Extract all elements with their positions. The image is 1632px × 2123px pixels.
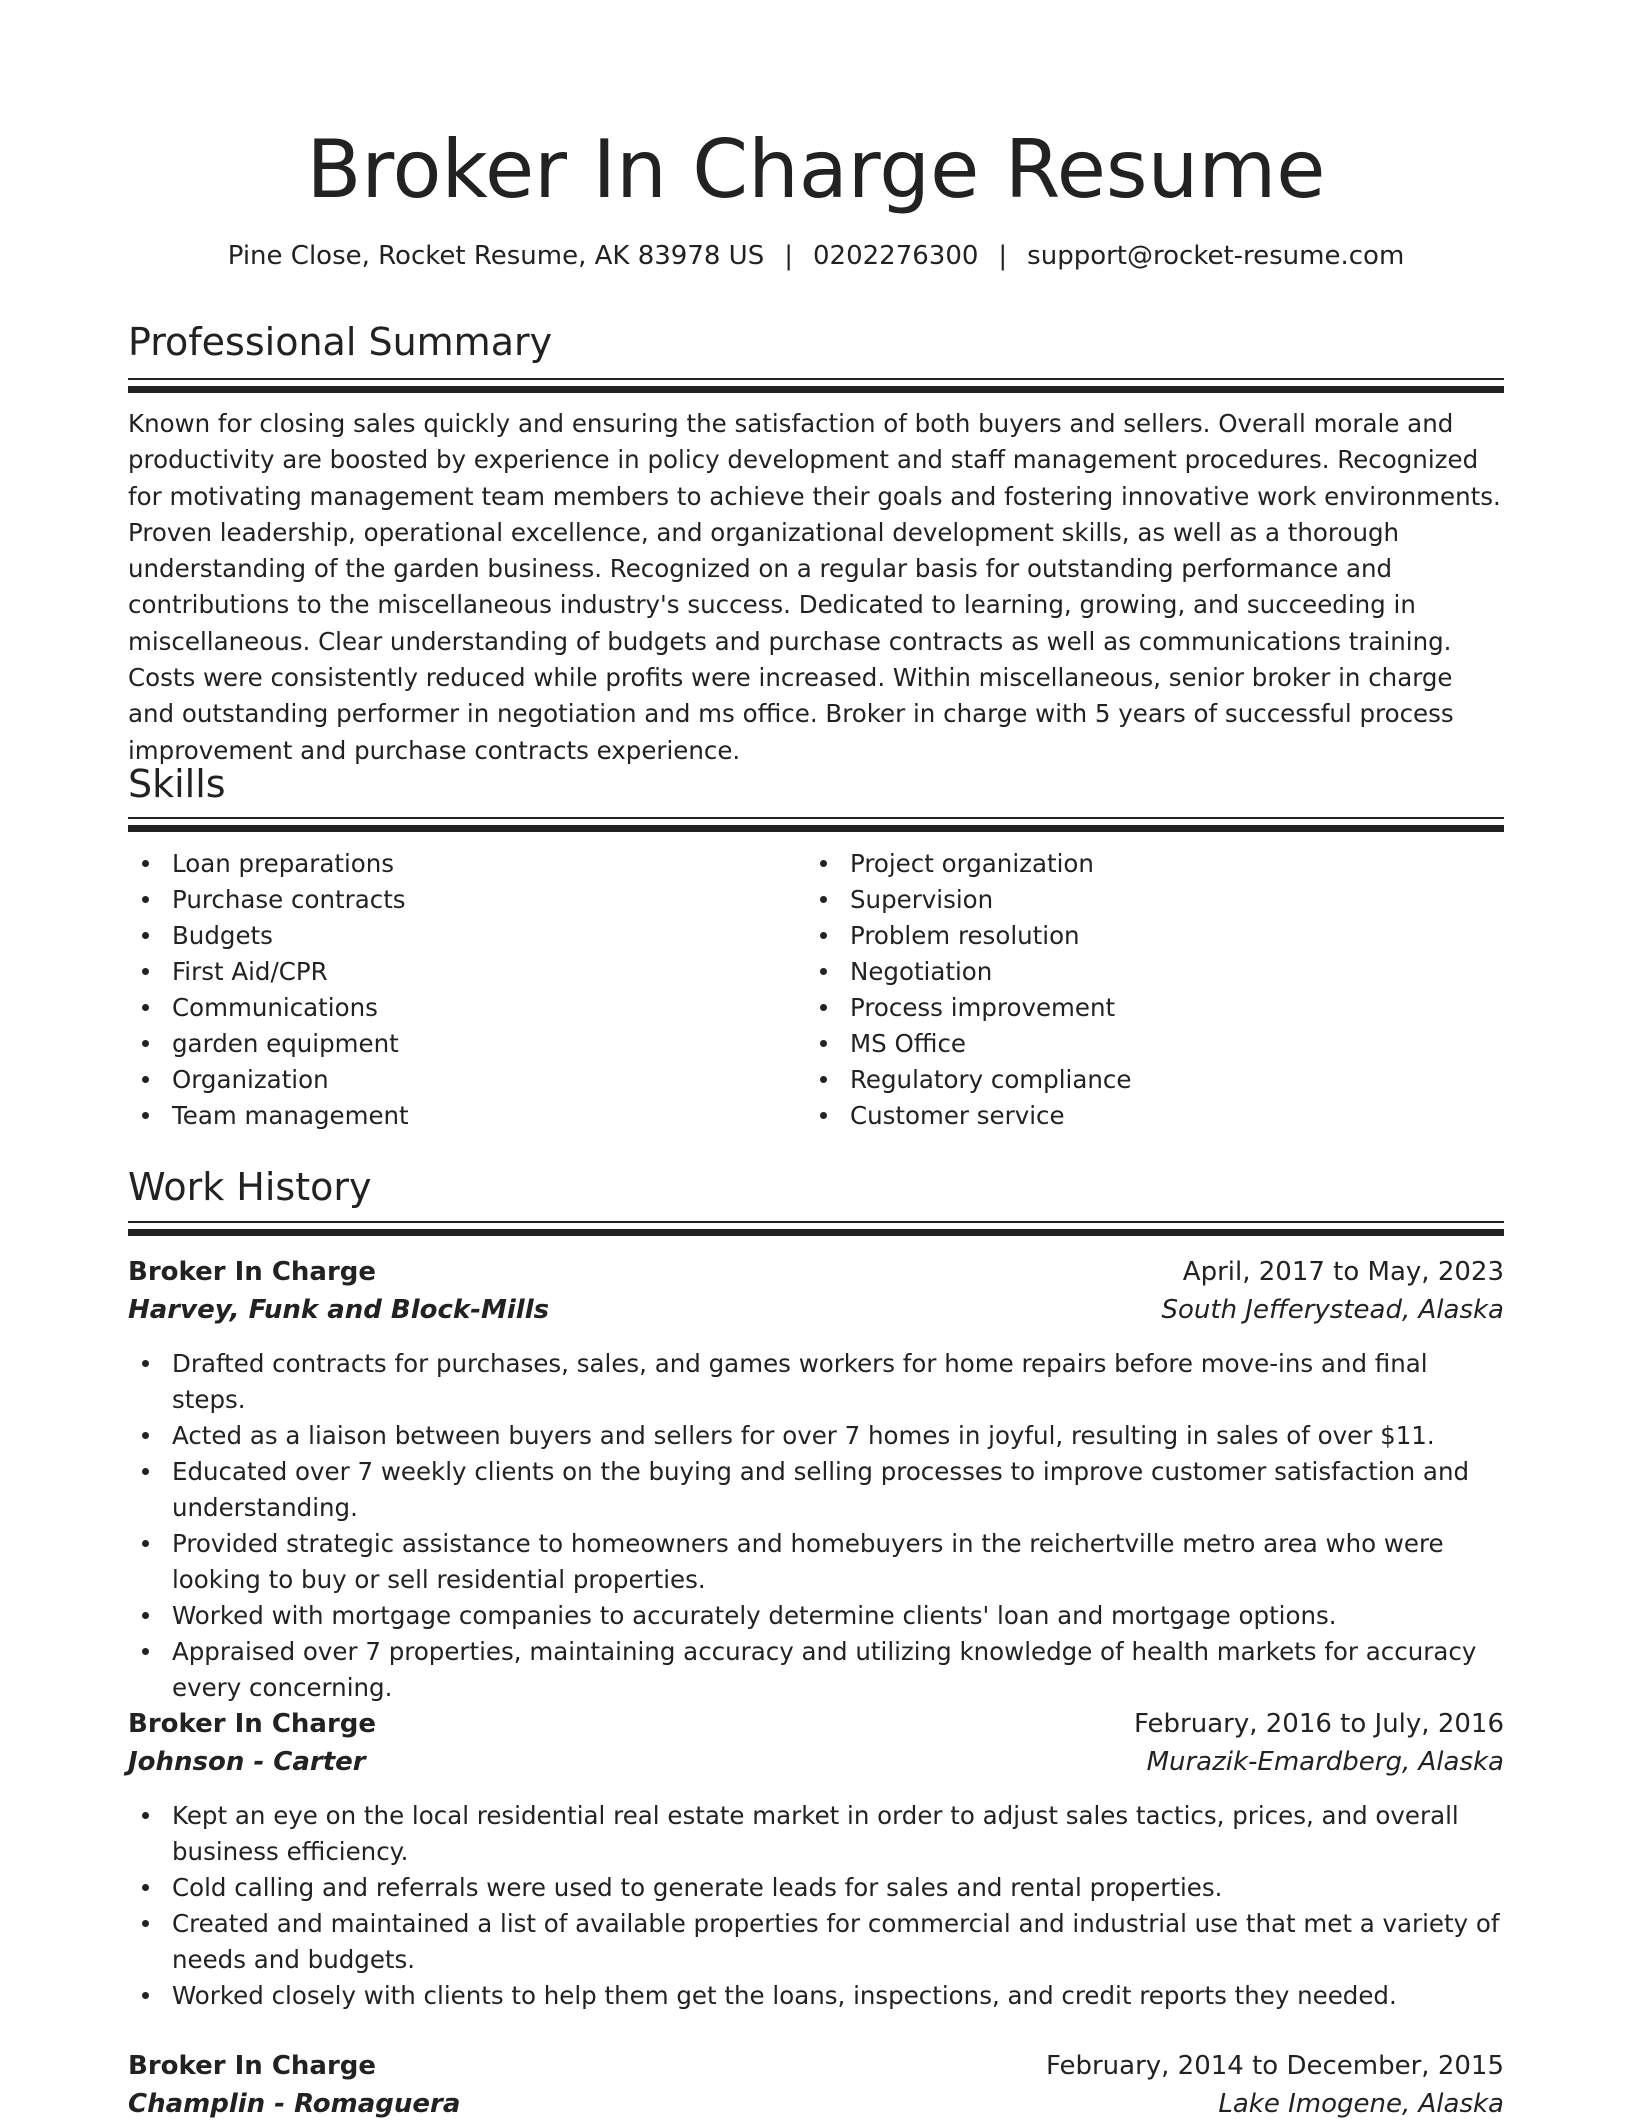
section-divider: [128, 817, 1504, 832]
duty-item: Created and maintained a list of available properties for commercial and industrial use that met a variety of needs and budgets.: [128, 1906, 1504, 1978]
skills-column-right: [806, 846, 1484, 1134]
duty-item: Appraised over 7 properties, maintaining accuracy and utilizing knowledge of health markets for accuracy every concerning.: [128, 1634, 1504, 1706]
duty-item: Kept an eye on the local residential real estate market in order to adjust sales tactics, prices, and overall business efficiency.: [128, 1798, 1504, 1870]
skill-item: garden equipment: [128, 1026, 806, 1062]
skill-item: Organization: [128, 1062, 806, 1098]
skill-item: Negotiation: [806, 954, 1484, 990]
contact-email[interactable]: support@rocket-resume.com: [1027, 241, 1405, 271]
contact-line: [128, 238, 1504, 274]
skill-item: Loan preparations: [128, 846, 806, 882]
duty-item: Educated over 7 weekly clients on the buying and selling processes to improve customer satisfaction and understanding.: [128, 1454, 1504, 1526]
job-location: South Jefferystead, Alaska: [1161, 1295, 1504, 1325]
job-company: Johnson - Carter: [128, 1747, 366, 1777]
skills-list: [128, 846, 1504, 1134]
job-title: Broker In Charge: [128, 2051, 377, 2081]
skills-heading: Skills: [128, 762, 226, 806]
job-location: Murazik-Emardberg, Alaska: [1146, 1747, 1504, 1777]
skill-item: Project organization: [806, 846, 1484, 882]
job-location: Lake Imogene, Alaska: [1218, 2089, 1504, 2119]
skill-item: Supervision: [806, 882, 1484, 918]
skill-item: Team management: [128, 1098, 806, 1134]
resume-title: Broker In Charge Resume: [306, 123, 1326, 216]
job-subheader: [128, 2085, 1504, 2123]
contact-separator: |: [998, 241, 1008, 271]
work-history-heading: Work History: [128, 1165, 372, 1209]
duty-item: Worked with mortgage companies to accurately determine clients' loan and mortgage options.: [128, 1598, 1504, 1634]
skill-item: Purchase contracts: [128, 882, 806, 918]
duty-item: Cold calling and referrals were used to generate leads for sales and rental properties.: [128, 1870, 1504, 1906]
job-dates: February, 2014 to December, 2015: [1045, 2051, 1504, 2081]
job-title: Broker In Charge: [128, 1709, 377, 1739]
job-subheader: [128, 1291, 1504, 1329]
job-title: Broker In Charge: [128, 1257, 377, 1287]
skill-item: Problem resolution: [806, 918, 1484, 954]
job-header: [128, 1253, 1504, 1291]
skill-item: Budgets: [128, 918, 806, 954]
skill-item: Regulatory compliance: [806, 1062, 1484, 1098]
section-divider: [128, 1221, 1504, 1236]
skill-item: First Aid/CPR: [128, 954, 806, 990]
contact-address: Pine Close, Rocket Resume, AK 83978 US: [227, 241, 765, 271]
skill-item: Customer service: [806, 1098, 1484, 1134]
job-header: [128, 2047, 1504, 2085]
job-dates: February, 2016 to July, 2016: [1134, 1709, 1504, 1739]
job-dates: April, 2017 to May, 2023: [1182, 1257, 1504, 1287]
skill-item: Communications: [128, 990, 806, 1026]
contact-phone: 0202276300: [812, 241, 979, 271]
job-company: Harvey, Funk and Block-Mills: [128, 1295, 550, 1325]
summary-text: Known for closing sales quickly and ensuring the satisfaction of both buyers and sellers. Overall morale and productivity are boosted by experience in policy development and staff management procedures. Recognized for motivating management team members to achieve their goals and fostering innovative work environments. Proven leadership, operational excellence, and organizational development skills, as well as a thorough understanding of the garden business. Recognized on a regular basis for outstanding performance and contributions to the miscellaneous industry's success. Dedicated to learning, growing, and succeeding in miscellaneous. Clear understanding of budgets and purchase contracts as well as communications training. Costs were consistently reduced while profits were increased. Within miscellaneous, senior broker in charge and outstanding performer in negotiation and ms office. Broker in charge with 5 years of successful process improvement and purchase contracts experience.: [128, 409, 1501, 765]
duty-item: Worked closely with clients to help them get the loans, inspections, and credit reports they needed.: [128, 1978, 1504, 2014]
contact-separator: |: [784, 241, 793, 271]
duty-item: Provided strategic assistance to homeowners and homebuyers in the reichertville metro area who were looking to buy or sell residential properties.: [128, 1526, 1504, 1598]
section-divider: [128, 378, 1504, 393]
summary-heading: Professional Summary: [128, 320, 553, 364]
job-header: [128, 1705, 1504, 1743]
skill-item: MS Office: [806, 1026, 1484, 1062]
duty-item: Acted as a liaison between buyers and sellers for over 7 homes in joyful, resulting in sales of over $11.: [128, 1418, 1504, 1454]
skills-column-left: [128, 846, 806, 1134]
job-duties: [128, 1346, 1504, 1706]
job-duties: [128, 1798, 1504, 2014]
job-company: Champlin - Romaguera: [128, 2089, 461, 2119]
duty-item: Drafted contracts for purchases, sales, and games workers for home repairs before move-ins and final steps.: [128, 1346, 1504, 1418]
skill-item: Process improvement: [806, 990, 1484, 1026]
job-subheader: [128, 1743, 1504, 1781]
